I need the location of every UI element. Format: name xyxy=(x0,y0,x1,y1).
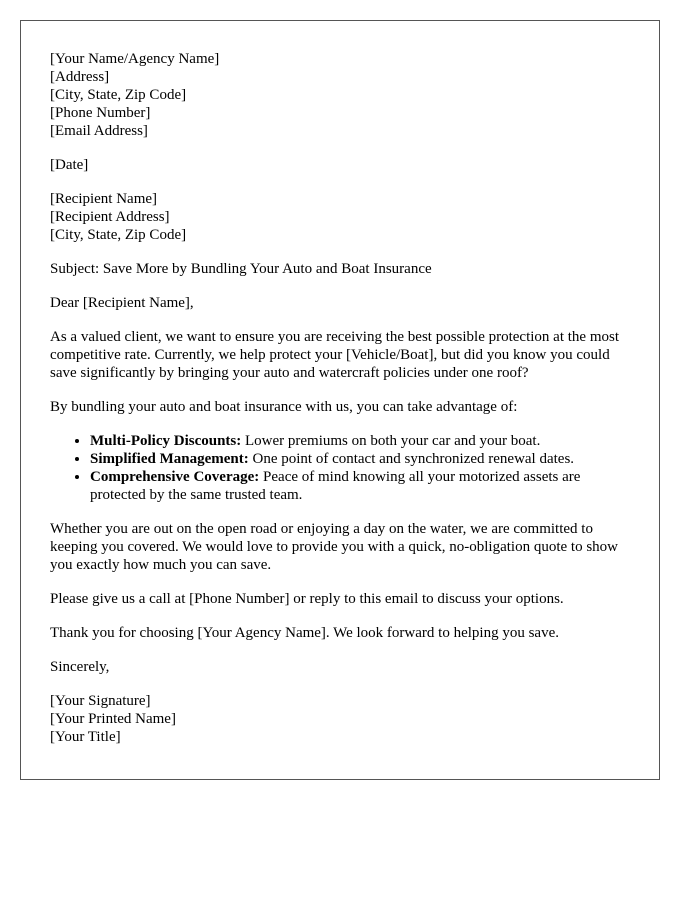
signature-line: [Your Signature] xyxy=(50,693,151,709)
printed-name: [Your Printed Name] xyxy=(50,711,176,727)
thanks-paragraph: Thank you for choosing [Your Agency Name]. We look forward to helping you save. xyxy=(50,625,559,641)
committed-paragraph: Whether you are out on the open road or enjoying a day on the water, we are committed to keeping you covered. We would love to provide you with a quick, no-obligation quote to show you exactly how much you can save. xyxy=(50,521,618,573)
letter-date: [Date] xyxy=(50,157,89,173)
sender-address: [Address] xyxy=(50,69,110,85)
benefit-title: Simplified Management: xyxy=(90,451,249,467)
recipient-name: [Recipient Name] xyxy=(50,191,158,207)
list-item xyxy=(90,432,630,450)
benefit-text: One point of contact and synchronized renewal dates. xyxy=(248,451,575,467)
letter-document xyxy=(20,20,660,780)
call-paragraph: Please give us a call at [Phone Number] or reply to this email to discuss your options. xyxy=(50,591,564,607)
recipient-city-state-zip: [City, State, Zip Code] xyxy=(50,227,187,243)
sender-city-state-zip: [City, State, Zip Code] xyxy=(50,87,187,103)
list-item xyxy=(90,450,630,468)
salutation: Dear [Recipient Name], xyxy=(50,295,194,311)
sender-block xyxy=(50,50,630,140)
bundle-lead-paragraph: By bundling your auto and boat insurance with us, you can take advantage of: xyxy=(50,399,518,415)
benefit-title: Comprehensive Coverage: xyxy=(90,469,260,485)
benefit-text: Peace of mind knowing all your motorized assets are protected by the same trusted team. xyxy=(90,469,581,503)
recipient-address: [Recipient Address] xyxy=(50,209,170,225)
sender-name: [Your Name/Agency Name] xyxy=(50,51,220,67)
recipient-block xyxy=(50,190,630,244)
benefit-title: Multi-Policy Discounts: xyxy=(90,433,242,449)
list-item xyxy=(90,468,630,504)
signature-block xyxy=(50,692,630,746)
subject-line: Subject: Save More by Bundling Your Auto and Boat Insurance xyxy=(50,261,432,277)
benefits-list xyxy=(50,432,630,504)
benefit-text: Lower premiums on both your car and your boat. xyxy=(241,433,541,449)
closing: Sincerely, xyxy=(50,659,110,675)
intro-paragraph: As a valued client, we want to ensure you are receiving the best possible protection at the most competitive rate. Currently, we help protect your [Vehicle/Boat], but did you know you could save significantly by bringing your auto and watercraft policies under one roof? xyxy=(50,329,619,381)
signer-title: [Your Title] xyxy=(50,729,121,745)
sender-email: [Email Address] xyxy=(50,123,148,139)
sender-phone: [Phone Number] xyxy=(50,105,151,121)
